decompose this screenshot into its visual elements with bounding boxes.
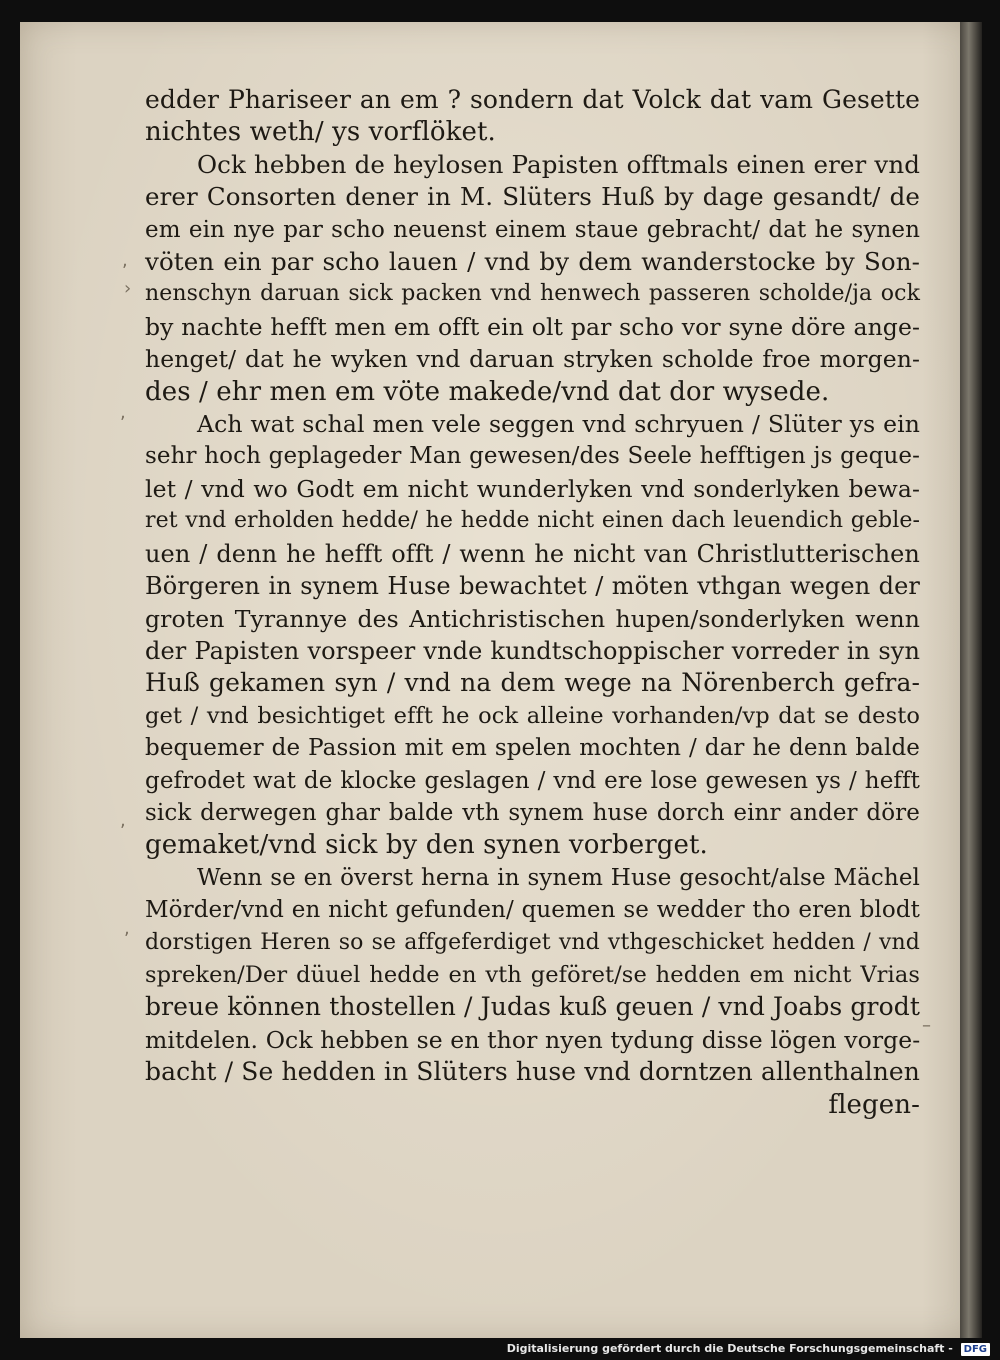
footer xyxy=(507,1342,990,1356)
text-line: Wenn se en överst herna in synem Huse gesocht/alse Mächel xyxy=(197,864,920,891)
text-line: em ein nye par scho neuenst einem staue gebracht/ dat he synen xyxy=(145,216,920,243)
text-line: des / ehr men em vöte makede/vnd dat dor wysede. xyxy=(145,376,830,407)
text-line: nichtes weth/ ys vorflöket. xyxy=(145,117,496,148)
text-line: Börgeren in synem Huse bewachtet / möten vthgan wegen der xyxy=(145,572,920,601)
funding-notice: Digitalisierung gefördert durch die Deutsche Forschungsgemeinschaft - xyxy=(506,1342,953,1355)
text-line: breue können thostellen / Judas kuß geuen / vnd Joabs grodt xyxy=(145,992,920,1022)
text-line: ret vnd erholden hedde/ he hedde nicht einen dach leuendich geble- xyxy=(145,508,920,534)
margin-mark: , xyxy=(124,918,130,939)
text-line: Ock hebben de heylosen Papisten offtmals einen erer vnd xyxy=(197,149,920,179)
text-line: groten Tyrannye des Antichristischen hupen/sonderlyken wenn xyxy=(145,604,920,633)
text-line: get / vnd besichtiget efft he ock alleine vorhanden/vp dat se desto xyxy=(145,702,920,729)
text-line: Mörder/vnd en nicht gefunden/ quemen se wedder tho eren blodt xyxy=(145,897,920,924)
text-line: sehr hoch geplageder Man gewesen/des Seele hefftigen js geque- xyxy=(145,443,920,470)
text-line: gefrodet wat de klocke geslagen / vnd ere lose gewesen ys / hefft xyxy=(145,767,920,794)
text-line: bequemer de Passion mit em spelen mochten / dar he denn balde xyxy=(145,735,920,762)
text-line: by nachte hefft men em offt ein olt par scho vor syne döre ange- xyxy=(145,312,920,341)
text-line: dorstigen Heren so se affgeferdiget vnd vthgeschicket hedden / vnd xyxy=(145,929,920,955)
text-line: gemaket/vnd sick by den synen vorberget. xyxy=(145,830,708,861)
margin-mark: , xyxy=(122,250,128,271)
dfg-logo: DFG xyxy=(961,1343,990,1356)
text-line: spreken/Der düuel hedde en vth geföret/se hedden em nicht Vrias xyxy=(145,961,920,988)
margin-mark: , xyxy=(120,402,126,423)
text-line: mitdelen. Ock hebben se en thor nyen tydung disse lögen vorge- xyxy=(145,1025,921,1054)
margin-mark: – xyxy=(922,1015,931,1036)
text-line: sick derwegen ghar balde vth synem huse dorch einr ander döre xyxy=(145,799,920,826)
text-line: Huß gekamen syn / vnd na dem wege na Nörenberch gefra- xyxy=(145,668,920,698)
text-line: henget/ dat he wyken vnd daruan stryken scholde froe morgen- xyxy=(145,345,920,374)
text-line: vöten ein par scho lauen / vnd by dem wanderstocke by Son- xyxy=(145,247,920,277)
text-line: edder Phariseer an em ? sondern dat Volck dat vam Gesette xyxy=(145,85,920,114)
catchword: flegen- xyxy=(828,1089,920,1120)
text-line: Ach wat schal men vele seggen vnd schryuen / Slüter ys ein xyxy=(197,410,920,439)
book-page-edge xyxy=(960,22,982,1338)
text-line: nenschyn daruan sick packen vnd henwech passeren scholde/ja ock xyxy=(145,281,920,307)
text-line: uen / denn he hefft offt / wenn he nicht van Christlutterischen xyxy=(145,539,920,568)
text-line: let / vnd wo Godt em nicht wunderlyken vnd sonderlyken bewa- xyxy=(145,474,920,503)
margin-mark: , xyxy=(120,810,126,831)
text-line: bacht / Se hedden in Slüters huse vnd dorntzen allenthalnen xyxy=(145,1057,920,1087)
margin-mark: › xyxy=(124,278,132,299)
text-line: der Papisten vorspeer vnde kundtschoppischer vorreder in syn xyxy=(145,636,920,665)
text-block xyxy=(145,84,920,1121)
text-line: erer Consorten dener in M. Slüters Huß by dage gesandt/ de xyxy=(145,182,920,212)
